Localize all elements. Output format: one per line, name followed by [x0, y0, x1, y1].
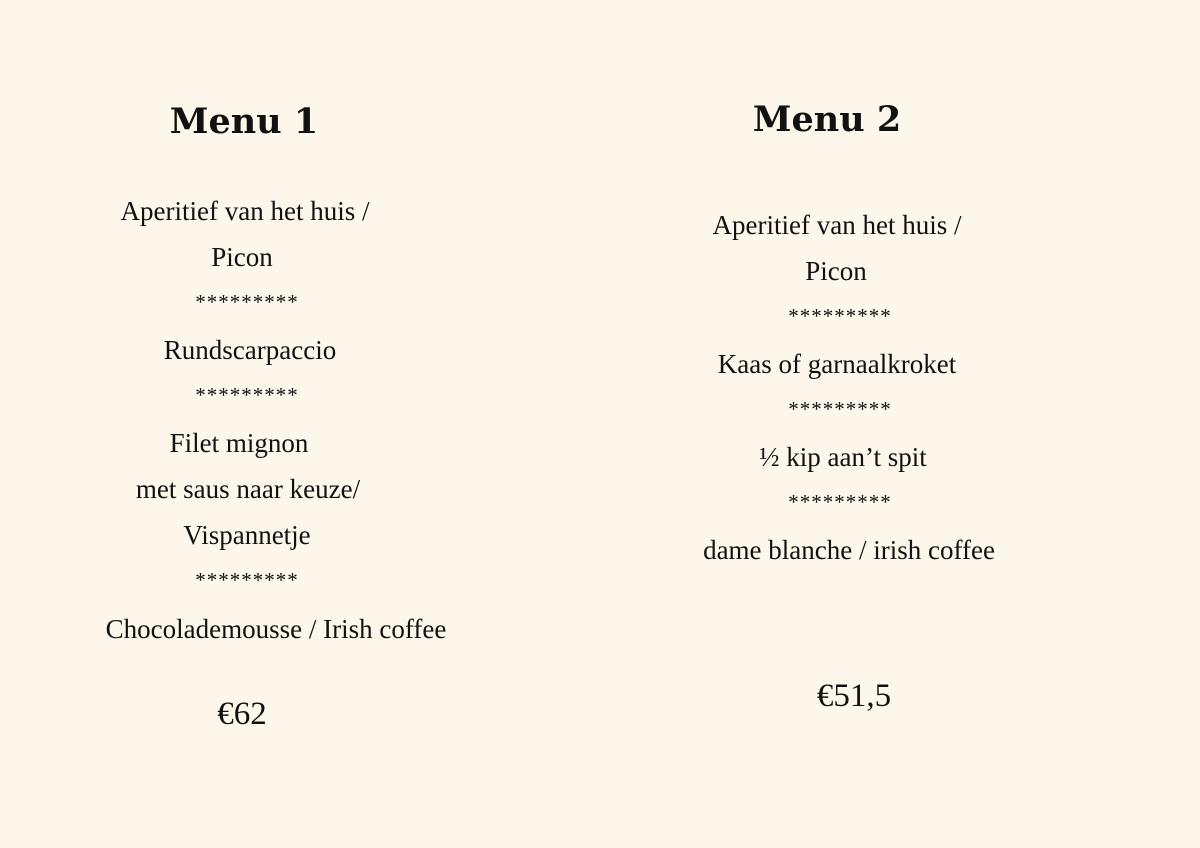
menu-2-separator: *********	[788, 397, 892, 421]
menu-1-item: Picon	[211, 242, 273, 272]
menu-1-separator: *********	[195, 568, 299, 592]
menu-2-price: €51,5	[816, 678, 892, 714]
menu-1-separator: *********	[195, 290, 299, 314]
menu-2-separator: *********	[788, 304, 892, 328]
menu-2-separator: *********	[788, 490, 892, 514]
menu-2-item: ½ kip aan’t spit	[759, 442, 927, 472]
menu-1-item: Rundscarpaccio	[163, 335, 337, 365]
menu-1-title: Menu 1	[169, 101, 319, 142]
menu-2-item: Aperitief van het huis /	[712, 210, 962, 240]
menu-1-item: Filet mignon	[169, 428, 309, 458]
menu-2-title: Menu 2	[752, 99, 902, 140]
menu-1-item: Chocolademousse / Irish coffee	[105, 614, 447, 644]
menu-2-item: dame blanche / irish coffee	[703, 535, 995, 565]
menu-1-price: €62	[217, 696, 267, 732]
menu-1-separator: *********	[195, 383, 299, 407]
menu-1-item: met saus naar keuze/	[135, 474, 361, 504]
menu-1-item: Vispannetje	[183, 520, 311, 550]
menu-1-item: Aperitief van het huis /	[120, 196, 370, 226]
menu-2-item: Picon	[805, 256, 867, 286]
menu-2-item: Kaas of garnaalkroket	[717, 349, 957, 379]
